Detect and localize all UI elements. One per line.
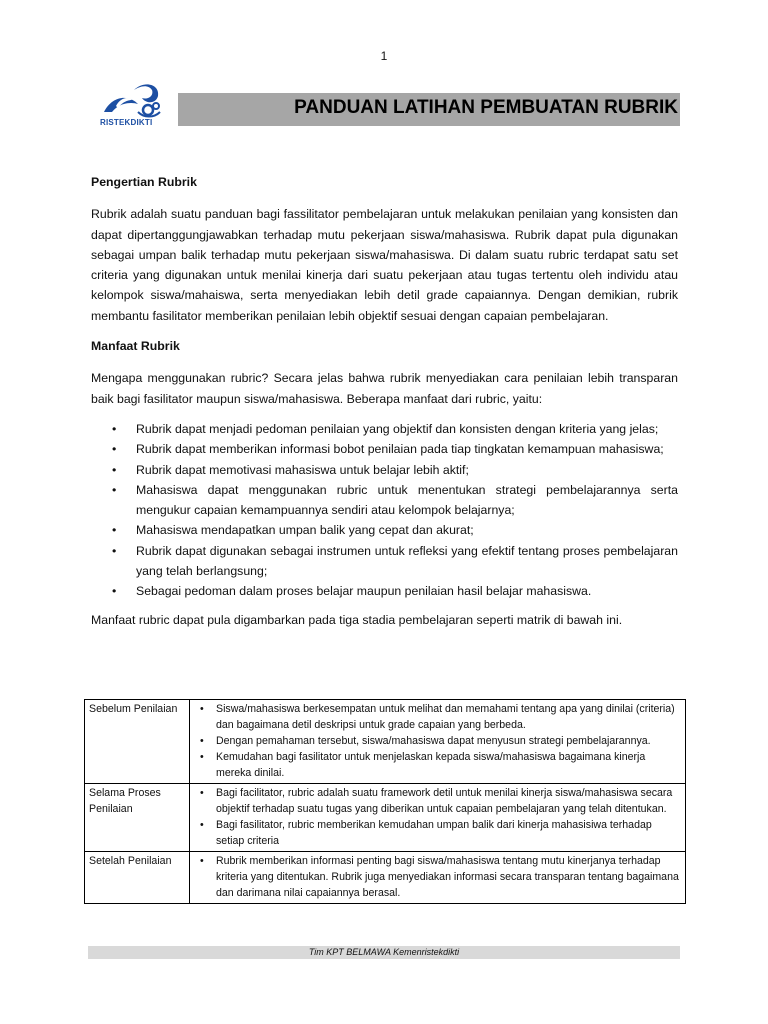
- title-bar: [178, 93, 680, 126]
- points-cell: [190, 852, 686, 904]
- list-item-text: Rubrik dapat digunakan sebagai instrumen untuk refleksi yang efektif tentang proses pembelajaran yang telah berlangsung;: [136, 543, 678, 579]
- list-item-text: Kemudahan bagi fasilitator untuk menjelaskan kepada siswa/mahasiswa bagaimana kinerja mereka dinilai.: [216, 751, 646, 779]
- bullet-icon: •: [112, 462, 117, 477]
- list-item-text: Rubrik memberikan informasi penting bagi siswa/mahasiswa tentang mutu kinerjanya terhadap kriteria yang ditentukan. Rubrik juga menyediakan informasi secara transparan tentang bagaimana dan darimana nilai capaiannya berasal.: [216, 855, 679, 899]
- section-heading-benefits: Manfaat Rubrik: [91, 339, 180, 354]
- list-item: [194, 817, 681, 849]
- list-item: [91, 520, 678, 540]
- section-heading-definition: Pengertian Rubrik: [91, 175, 197, 189]
- list-item-text: Rubrik dapat memotivasi mahasiswa untuk belajar lebih aktif;: [136, 462, 469, 477]
- table-row: [85, 700, 686, 784]
- bullet-icon: •: [200, 787, 204, 799]
- list-item: [91, 581, 678, 601]
- list-item-text: Mahasiswa dapat menggunakan rubric untuk menentukan strategi pembelajarannya serta mengukur capaian kemampuannya sendiri atau kelompok belajarnya;: [136, 482, 678, 518]
- list-item: [194, 853, 681, 901]
- list-item-text: Siswa/mahasiswa berkesempatan untuk melihat dan memahami tentang apa yang dinilai (criteria) dan bagaimana detil deskripsi untuk grade capaian yang berbeda.: [216, 703, 675, 731]
- list-item: [194, 733, 681, 749]
- list-item-text: Bagi fasilitator, rubric memberikan kemudahan umpan balik dari kinerja mahasisiwa terhadap setiap criteria: [216, 819, 652, 847]
- list-item-text: Dengan pemahaman tersebut, siswa/mahasiswa dapat menyusun strategi pembelajarannya.: [216, 735, 651, 747]
- bullet-icon: •: [200, 855, 204, 867]
- bullet-icon: •: [200, 703, 204, 715]
- bullet-icon: •: [200, 751, 204, 763]
- benefits-matrix-table: [84, 699, 686, 904]
- bullet-icon: •: [200, 735, 204, 747]
- bullet-icon: •: [112, 421, 117, 436]
- stage-cell: Setelah Penilaian: [85, 852, 190, 904]
- list-item: [91, 480, 678, 521]
- page-number: 1: [380, 49, 388, 63]
- list-item-text: Sebagai pedoman dalam proses belajar maupun penilaian hasil belajar mahasiswa.: [136, 584, 592, 599]
- benefits-list: [91, 419, 678, 602]
- bullet-icon: •: [112, 584, 117, 599]
- list-item: [194, 749, 681, 781]
- points-cell: [190, 784, 686, 852]
- bullet-icon: •: [112, 442, 117, 457]
- bullet-icon: •: [112, 523, 117, 538]
- list-item-text: Rubrik dapat memberikan informasi bobot penilaian pada tiap tingkatan kemampuan mahasiswa;: [136, 442, 664, 457]
- points-cell: [190, 700, 686, 784]
- bullet-icon: •: [112, 482, 117, 497]
- stage-cell: Selama Proses Penilaian: [85, 784, 190, 852]
- stage-cell: Sebelum Penilaian: [85, 700, 190, 784]
- list-item: [91, 439, 678, 459]
- list-item: [194, 701, 681, 733]
- list-item: [91, 419, 678, 439]
- logo-text: RISTEKDIKTI: [100, 118, 153, 127]
- benefits-intro-paragraph: Mengapa menggunakan rubric? Secara jelas bahwa rubrik menyediakan cara penilaian lebih transparan baik bagi fasilitator maupun siswa/mahasiswa. Beberapa manfaat dari rubric, yaitu:: [91, 371, 678, 406]
- list-item-text: Mahasiswa mendapatkan umpan balik yang cepat dan akurat;: [136, 523, 474, 538]
- table-row: [85, 852, 686, 904]
- bullet-icon: •: [200, 819, 204, 831]
- document-title: PANDUAN LATIHAN PEMBUATAN RUBRIK: [294, 97, 678, 118]
- bullet-icon: •: [112, 543, 117, 558]
- definition-paragraph: Rubrik adalah suatu panduan bagi fassilitator pembelajaran untuk melakukan penilaian yang konsisten dan dapat dipertanggungjawabkan terhadap mutu pekerjaan siswa/mahasiswa. Rubrik dapat pula digunakan sebagai umpan balik terhadap mutu pekerjaan siswa/mahasiswa. Di dalam suatu rubric terdapat satu set criteria yang digunakan untuk menilai kinerja dari suatu pekerjaan atau tugas tertentu oleh individu atau kelompok siswa/mahaiswa, serta menyediakan lebih detil grade capaiannya. Dengan demikian, rubrik membantu fasilitator memberikan penilaian lebih objektif sesuai dengan capaian pembelajaran.: [91, 207, 678, 323]
- page-footer: Tim KPT BELMAWA Kemenristekdikti: [88, 946, 680, 959]
- list-item: [91, 541, 678, 582]
- document-body: [91, 172, 678, 640]
- list-item: [91, 460, 678, 480]
- list-item-text: Rubrik dapat menjadi pedoman penilaian yang objektif dan konsisten dengan kriteria yang jelas;: [136, 421, 659, 436]
- list-item: [194, 785, 681, 817]
- matrix-intro-paragraph: Manfaat rubric dapat pula digambarkan pada tiga stadia pembelajaran seperti matrik di bawah ini.: [91, 612, 623, 627]
- table-row: [85, 784, 686, 852]
- list-item-text: Bagi facilitator, rubric adalah suatu framework detil untuk menilai kinerja siswa/mahasiswa secara objektif terhadap suatu tugas yang diberikan untuk capaian pembelajaran yang telah ditentukan.: [216, 787, 673, 815]
